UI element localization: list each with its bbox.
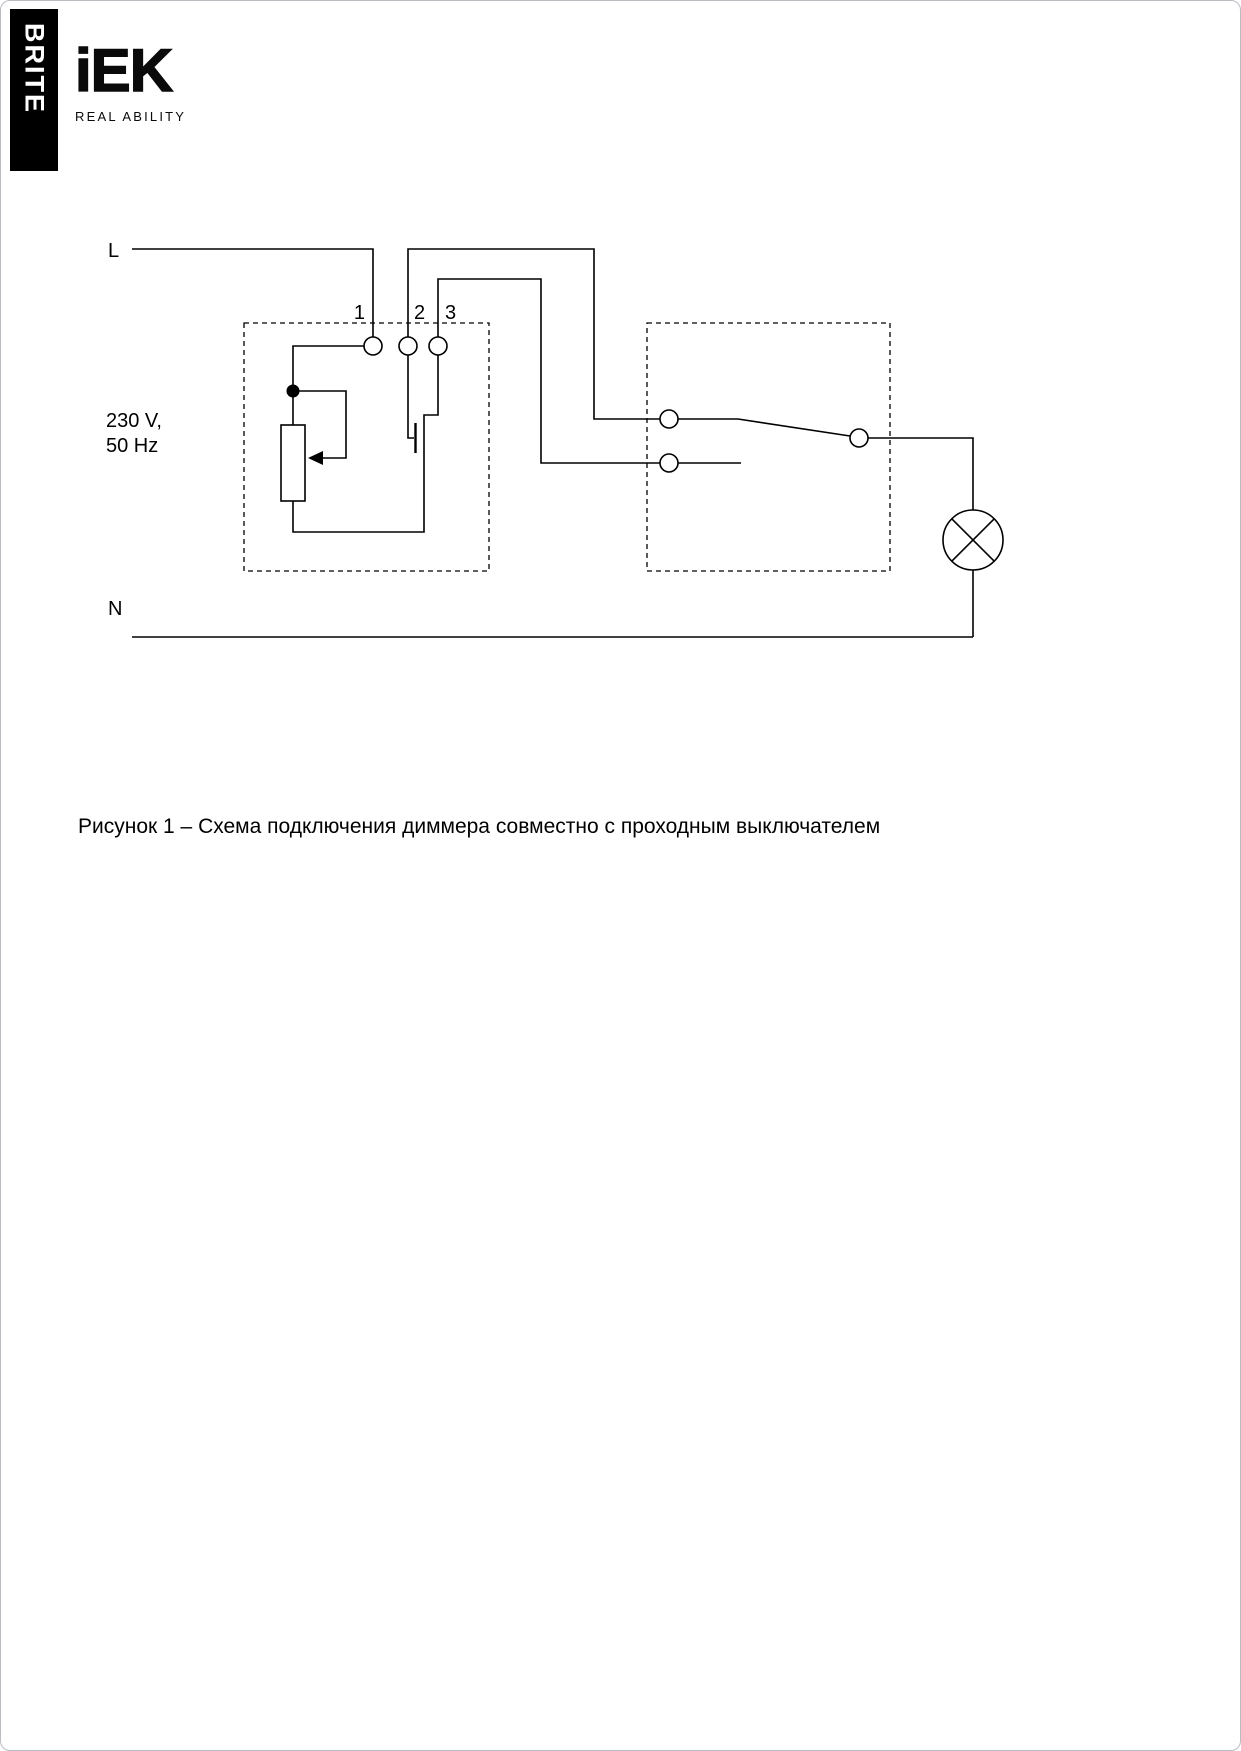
line-label: L [108,240,120,262]
switch-to-lamp-wire [868,438,973,510]
lamp-load [868,438,1003,637]
series-tab-label: BRITE [19,23,50,114]
live-conductor [108,240,373,337]
supply-voltage-label [106,410,162,457]
dimmer-terminal-1 [364,337,382,355]
two-way-switch-box [647,323,890,571]
neutral-label: N [108,598,123,620]
terminal3-to-switch-wire [438,279,660,463]
switch-terminal-upper [660,410,678,428]
figure-caption: Рисунок 1 – Схема подключения диммера совместно с проходным выключателем [78,815,881,838]
two-way-switch-outline [647,323,890,571]
switch-terminal-common [850,429,868,447]
switch-lever [738,419,850,436]
dimmer-box [244,302,489,571]
electronic-switch-channel [424,355,438,478]
switch-terminal-lower [660,454,678,472]
terminal-2-label: 2 [414,302,426,324]
wiring-diagram [1,1,1241,701]
terminal-3-label: 3 [445,302,457,324]
dimmer-terminal-3 [429,337,447,355]
voltage-label-line1: 230 V, [106,410,162,432]
dimmer-input-wire [293,346,364,425]
brand-logo-text: iEK [75,37,173,104]
brand-tagline: REAL ABILITY [75,109,187,124]
terminal-1-label: 1 [353,302,365,324]
dimmer-bottom-wire [293,478,424,532]
terminal2-to-switch-wire [408,249,660,419]
live-wire [132,249,373,337]
electronic-switch-gate-lead [408,355,414,438]
potentiometer-symbol [281,425,305,501]
dimmer-terminal-2 [399,337,417,355]
voltage-label-line2: 50 Hz [106,435,159,457]
neutral-conductor [108,598,973,637]
wiper-arrow-icon [308,451,323,465]
